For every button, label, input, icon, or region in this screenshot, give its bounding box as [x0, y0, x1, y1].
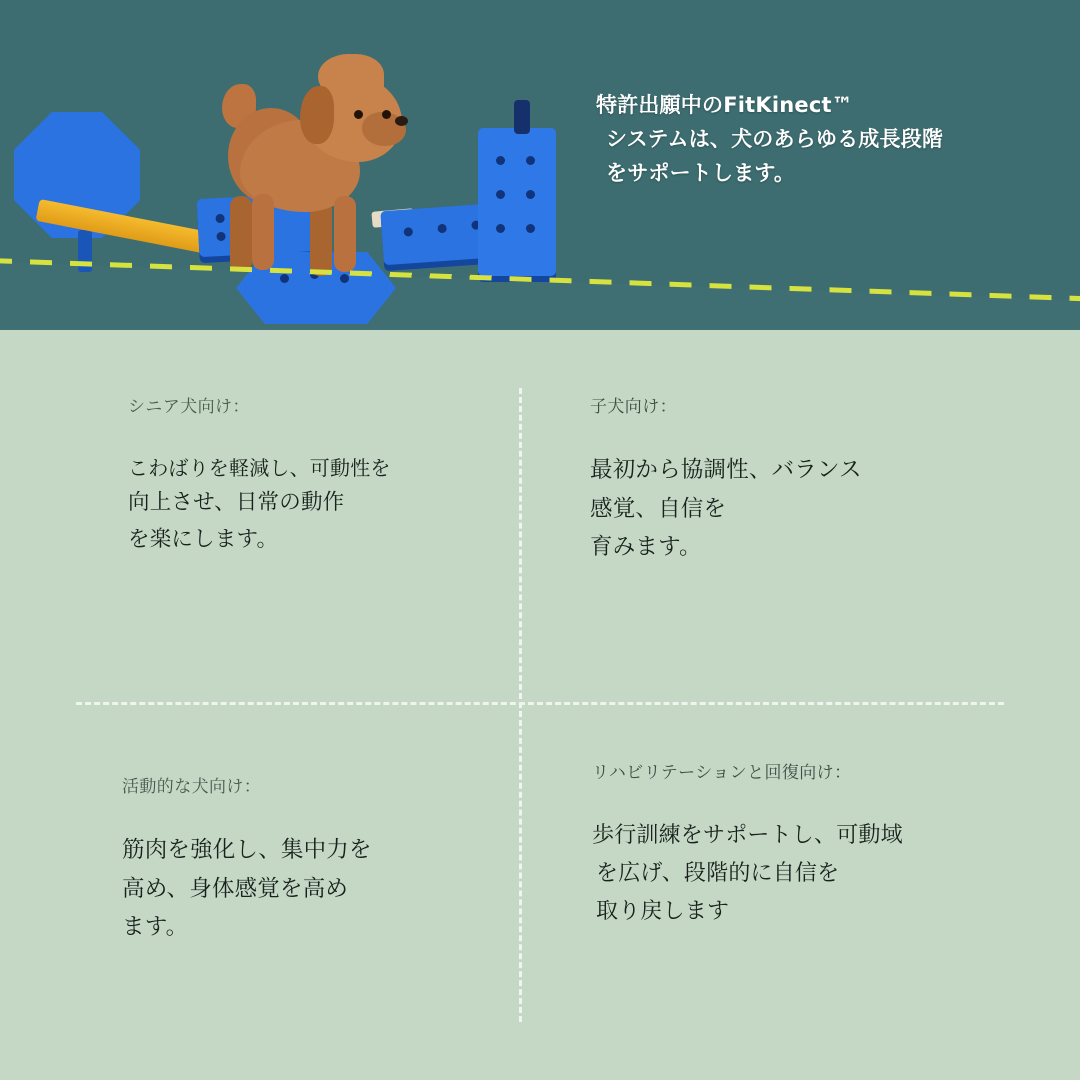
benefit-body	[590, 451, 1010, 567]
benefit-body-line: こわばりを軽減し、可動性を	[128, 456, 391, 480]
dog-eye	[354, 110, 363, 119]
benefit-body	[592, 817, 1012, 930]
benefit-body-line: 向上させ、日常の動作	[128, 490, 345, 516]
benefit-cell-senior-dogs	[128, 392, 548, 559]
hero-headline	[596, 88, 1026, 190]
block-hole-icon	[280, 274, 289, 283]
dog-leg	[230, 196, 252, 272]
headline-line-2: システムは、犬のあらゆる成長段階	[606, 127, 944, 152]
benefit-cell-puppies	[590, 392, 1010, 567]
benefit-body-line: 育みます。	[590, 534, 702, 561]
benefit-body-line: 感覚、自信を	[590, 495, 727, 522]
dog-leg	[334, 196, 356, 272]
block-hole-icon	[437, 224, 447, 234]
upright-block	[478, 128, 556, 276]
benefit-label: 子犬向け：	[590, 397, 677, 417]
block-hole-icon	[526, 190, 535, 199]
peg-icon	[514, 100, 530, 134]
dog-nose	[395, 116, 408, 126]
benefit-body	[128, 451, 548, 559]
horizontal-divider	[76, 702, 1004, 705]
benefit-body-line: 高め、身体感覚を高め	[122, 875, 349, 902]
benefit-cell-active-dogs	[122, 772, 542, 947]
benefit-body-line: を楽にします。	[128, 527, 279, 553]
benefit-label: 活動的な犬向け：	[122, 777, 262, 797]
block-hole-icon	[526, 156, 535, 165]
benefit-label: シニア犬向け：	[128, 397, 250, 417]
benefit-body-line: 最初から協調性、バランス	[590, 457, 862, 483]
hero-section	[0, 0, 1080, 330]
block-hole-icon	[496, 224, 505, 233]
dog-leg	[252, 194, 274, 270]
benefit-body-line: 歩行訓練をサポートし、可動域	[592, 823, 903, 848]
block-hole-icon	[496, 156, 505, 165]
benefit-body-line: 取り戻します	[596, 898, 730, 924]
dog-photo	[222, 24, 422, 272]
dog-ear	[300, 86, 334, 144]
block-hole-icon	[526, 224, 535, 233]
benefit-cell-rehab-recovery	[592, 758, 1012, 930]
block-hole-icon	[496, 190, 505, 199]
benefit-body	[122, 831, 542, 947]
benefit-label: リハビリテーションと回復向け：	[592, 763, 852, 783]
benefit-body-line: 筋肉を強化し、集中力を	[122, 837, 372, 863]
benefits-grid	[0, 330, 1080, 1080]
benefit-body-line: ます。	[122, 914, 189, 941]
headline-line-3: をサポートします。	[606, 161, 796, 186]
benefit-body-line: を広げ、段階的に自信を	[596, 860, 840, 886]
dog-eye	[382, 110, 391, 119]
headline-line-1: 特許出願中のFitKinect™	[596, 93, 853, 117]
